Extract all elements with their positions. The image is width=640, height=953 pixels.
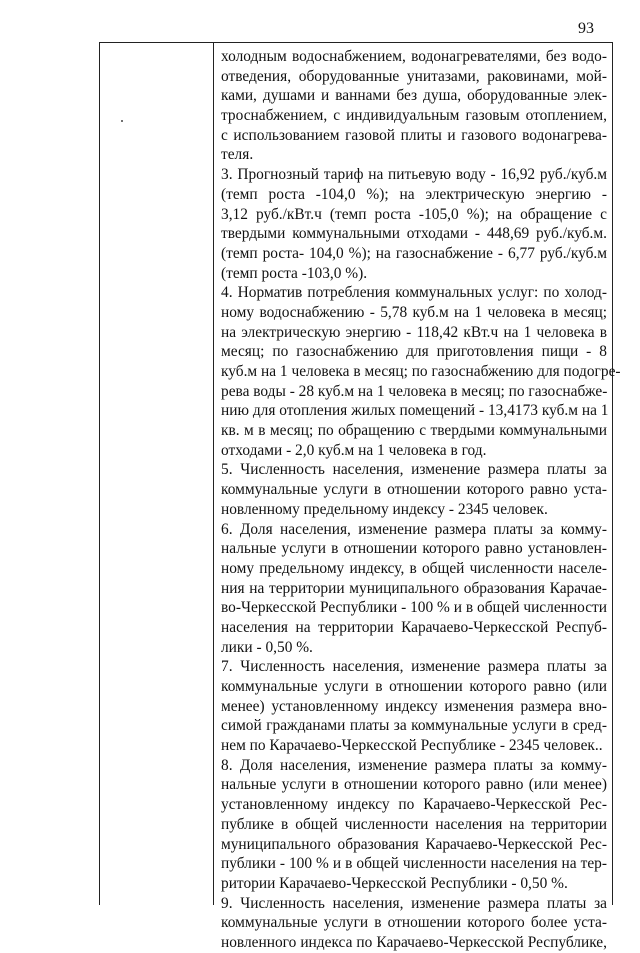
text-line: 8. Доля населения, изменение размера платы за комму- [221,756,607,774]
text-line: коммунальные услуги в отношении которого равно (или [221,678,607,695]
text-line: во-Черкесской Республики - 100 % и в общей численности [221,599,607,617]
text-line: (темп роста- 104,0 %); на газоснабжение - 6,77 руб./куб.м [221,244,607,262]
table-left-column [100,43,214,905]
text-line: 9. Численность населения, изменение размера платы за [221,894,607,912]
text-line: лики - 0,50 %. [221,638,313,656]
text-line: ному предельному индексу, в общей численности населе- [221,559,607,577]
table-right-column [214,43,621,951]
text-line: муниципального образования Карачаево-Черкесской Рес- [221,835,607,853]
text-line: на электрическую энергию - 118,42 кВт.ч на 1 человека в [221,323,607,341]
text-line: симой гражданами платы за коммунальные услуги в сред- [221,717,607,735]
page-number: 93 [578,20,594,37]
text-line: нальные услуги в отношении которого равно (или менее) [221,776,607,794]
text-line: месяц; по газоснабжению для приготовления пищи - 8 [221,343,607,361]
text-line: троснабжением, с индивидуальным газовым отоплением, [221,107,607,125]
text-line: ному водоснабжению - 5,78 куб.м на 1 человека в месяц; [221,303,607,321]
document-text-body [214,43,621,953]
text-line: ритории Карачаево-Черкесской Республики - 0,50 %. [221,874,568,892]
text-line: 3. Прогнозный тариф на питьевую воду - 16,92 руб./куб.м [221,166,607,184]
text-line: (темп роста -103,0 %). [221,264,368,282]
text-line: 6. Доля населения, изменение размера платы за комму- [221,520,607,538]
text-line: новленному предельному индексу - 2345 человек. [221,500,548,518]
text-line: нию для отопления жилых помещений - 13,4173 куб.м на 1 [221,402,609,420]
text-line: ния на территории муниципального образования Карачае- [221,579,607,597]
text-line: новленного индекса по Карачаево-Черкесской Республике, [221,933,607,951]
document-table [99,42,621,951]
text-line: населения на территории Карачаево-Черкесской Респуб- [221,618,607,636]
text-line: менее) установленному индексу изменения размера вно- [221,697,607,715]
text-line: 4. Норматив потребления коммунальных услуг: по холод- [221,284,607,302]
text-line: нем по Карачаево-Черкесской Республике - 2345 человек.. [221,737,603,755]
text-line: кв. м в месяц; по обращению с твердыми коммунальными [221,422,607,440]
text-line: твердыми коммунальными отходами - 448,69 руб./куб.м. [221,225,607,243]
text-line: 7. Численность населения, изменение размера платы за [221,658,607,676]
text-line: теля. [221,146,254,164]
text-line: куб.м на 1 человека в месяц; по газоснабжению для подогре- [221,363,621,380]
text-line: 5. Численность населения, изменение размера платы за [221,461,607,479]
text-line: отведения, оборудованные унитазами, раковинами, мой- [221,67,607,85]
text-line: отходами - 2,0 куб.м на 1 человека в год. [221,441,487,459]
text-line: ками, душами и ваннами без душа, оборудованные элек- [221,87,607,105]
text-line: 3,12 руб./кВт.ч (темп роста -105,0 %); на обращение с [221,205,607,223]
text-line: рева воды - 28 куб.м на 1 человека в месяц; по газоснабже- [221,382,608,400]
text-line: установленному индексу по Карачаево-Черкесской Рес- [221,796,607,814]
text-line: коммунальные услуги в отношении которого равно уста- [221,481,607,499]
text-line: публики - 100 % и в общей численности населения на тер- [221,855,607,873]
text-line: (темп роста -104,0 %); на электрическую энергию - [221,185,607,203]
text-line: публике в общей численности населения на территории [221,815,607,833]
text-line: нальные услуги в отношении которого равно установлен- [221,540,607,558]
text-line: коммунальные услуги в отношении которого более уста- [221,914,607,932]
text-line: с использованием газовой плиты и газового водонагрева- [221,126,607,144]
text-line: холодным водоснабжением, водонагревателями, без водо- [221,48,607,65]
